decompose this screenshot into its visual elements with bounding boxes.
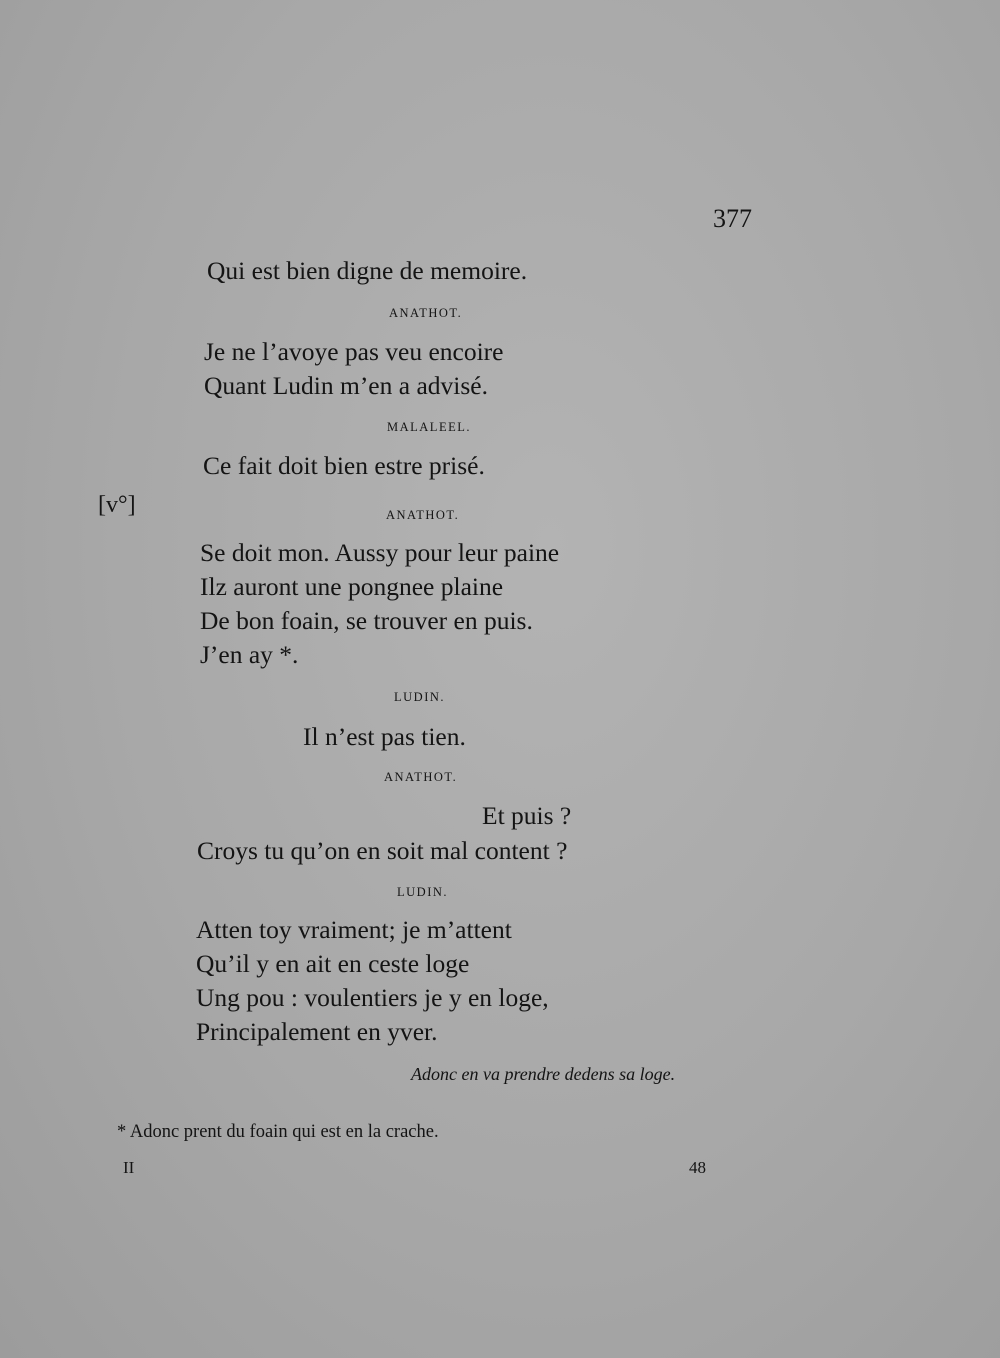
- signature-mark-left: II: [123, 1158, 135, 1177]
- speaker-name: LUDIN.: [397, 885, 449, 899]
- verse-line: Ilz auront une pongnee plaine: [200, 572, 504, 601]
- stage-direction: Adonc en va prendre dedens sa loge.: [411, 1064, 676, 1084]
- signature-mark-right: 48: [689, 1158, 706, 1177]
- verse-line: Ce fait doit bien estre prisé.: [203, 451, 485, 480]
- verse-line: J’en ay *.: [200, 640, 299, 669]
- speaker-name: ANATHOT.: [386, 508, 460, 522]
- verse-line: Et puis ?: [482, 801, 572, 830]
- verse-line: Principalement en yver.: [196, 1017, 438, 1046]
- margin-note-verso: [v°]: [98, 492, 136, 518]
- speaker-name: MALALEEL.: [387, 420, 471, 434]
- verse-line: Ung pou : voulentiers je y en loge,: [196, 983, 549, 1012]
- verse-line: Croys tu qu’on en soit mal content ?: [197, 836, 568, 865]
- verse-line: Atten toy vraiment; je m’attent: [196, 915, 512, 944]
- verse-line: Je ne l’avoye pas veu encoire: [204, 337, 504, 366]
- speaker-name: LUDIN.: [394, 690, 446, 704]
- verse-line: Qu’il y en ait en ceste loge: [196, 949, 470, 978]
- verse-line: Quant Ludin m’en a advisé.: [204, 371, 488, 400]
- page-number: 377: [713, 204, 752, 233]
- verse-line: Qui est bien digne de memoire.: [207, 256, 528, 285]
- speaker-name: ANATHOT.: [389, 306, 463, 320]
- verse-line: Il n’est pas tien.: [303, 722, 466, 751]
- verse-line: De bon foain, se trouver en puis.: [200, 606, 533, 635]
- speaker-name: ANATHOT.: [384, 770, 458, 784]
- footnote: * Adonc prent du foain qui est en la crache.: [117, 1122, 439, 1142]
- verse-line: Se doit mon. Aussy pour leur paine: [200, 538, 560, 567]
